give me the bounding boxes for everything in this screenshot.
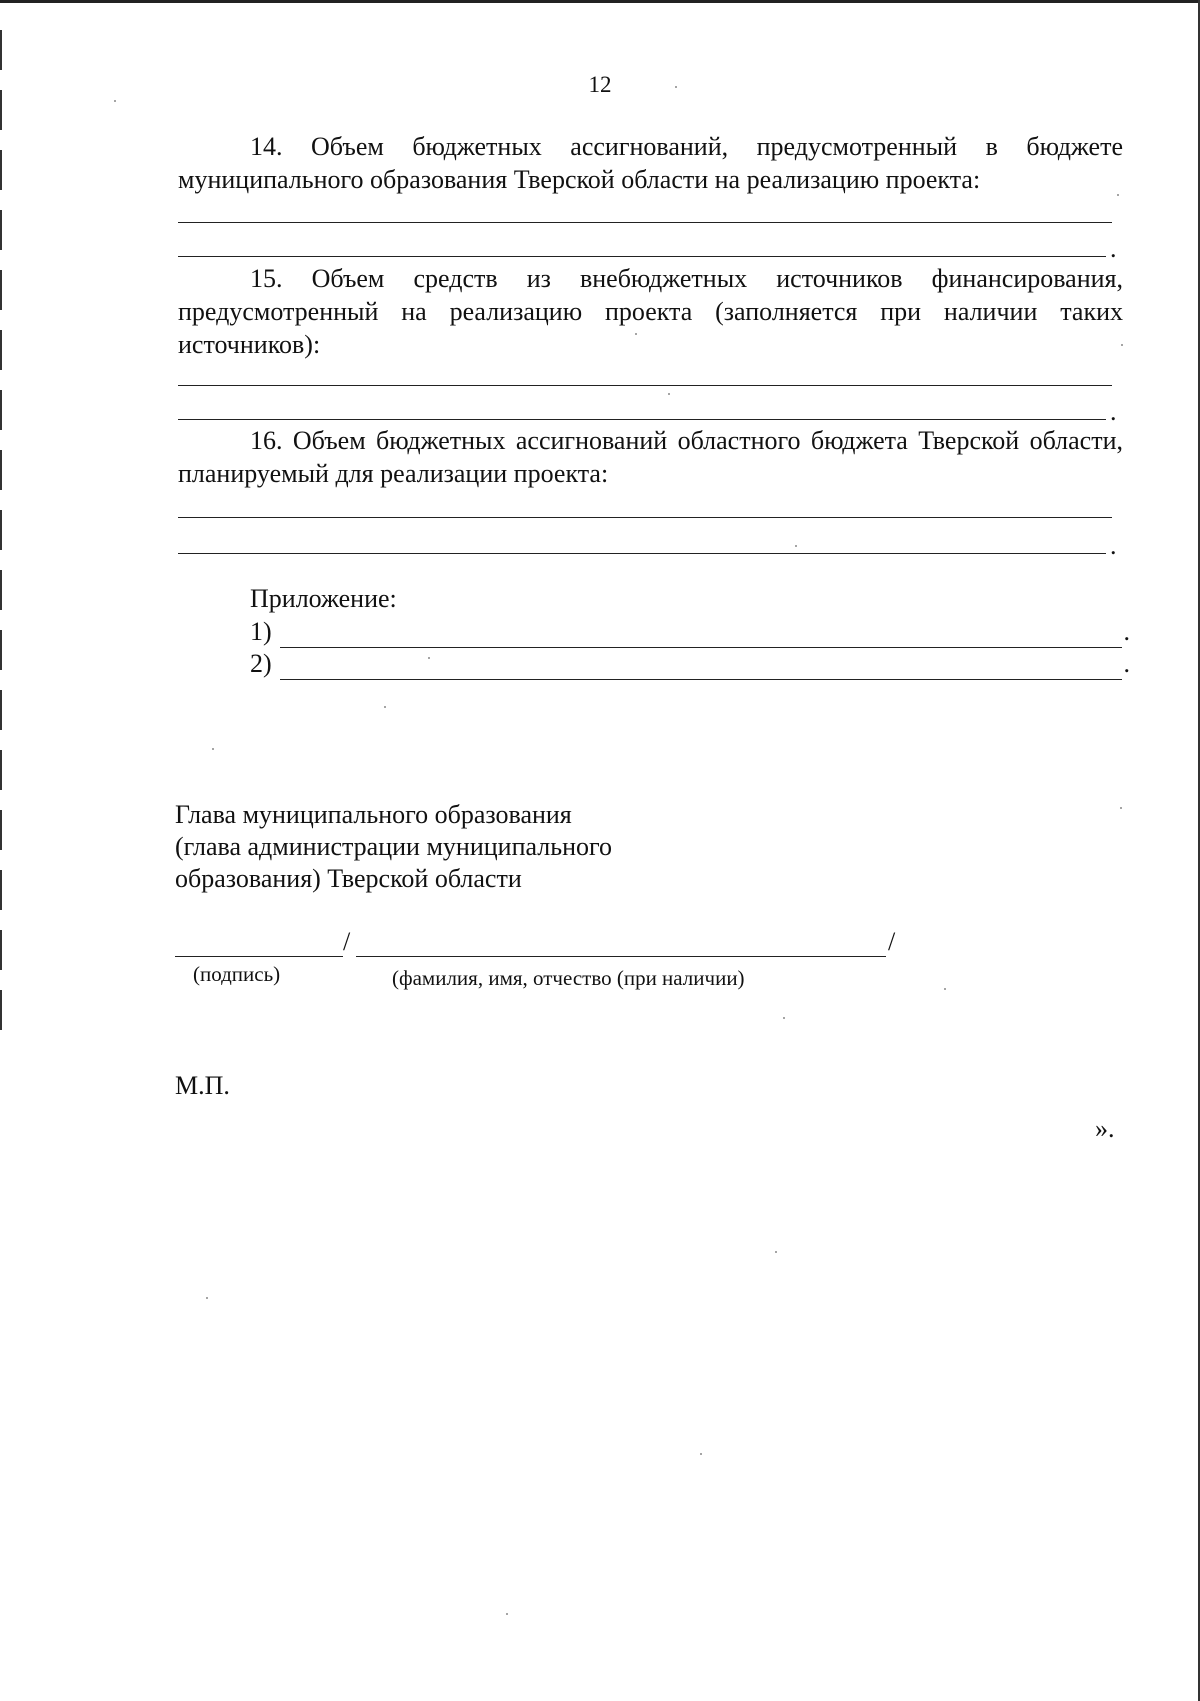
scan-speck: [1120, 807, 1122, 809]
signatory-line-2: (глава администрации муниципального: [175, 832, 613, 861]
full-name-caption: (фамилия, имя, отчество (при наличии): [392, 966, 745, 990]
item-16-fill-line-2: [178, 553, 1106, 554]
item-16-text: 16. Объем бюджетных ассигнований областного бюджета Тверской области, планируемый для реализации проекта:: [178, 426, 1123, 488]
item-15-fill-line-1: [178, 385, 1112, 386]
scan-speck: [675, 86, 677, 88]
scan-speck: [384, 706, 386, 708]
scan-speck: [795, 545, 797, 547]
item-14-paragraph: [178, 130, 1123, 196]
page-number: 12: [588, 72, 612, 97]
scan-speck: [114, 100, 116, 102]
signatory-title: [175, 799, 612, 895]
item-16-paragraph: [178, 424, 1123, 490]
signature-caption: (подпись): [193, 962, 281, 986]
scan-speck: [775, 1251, 777, 1253]
seal-place-mark: М.П.: [175, 1071, 230, 1100]
item-15-text: 15. Объем средств из внебюджетных источников финансирования, предусмотренный на реализацию проекта (заполняется при наличии таких источников):: [178, 264, 1123, 359]
full-name-line: [356, 956, 886, 957]
attachment-item-number: 1): [250, 617, 272, 646]
item-14-fill-line-2: [178, 256, 1106, 257]
attachment-item-1: [250, 617, 1130, 651]
scan-edge-top: [0, 0, 1200, 3]
item-16-fill-line-1: [178, 517, 1112, 518]
item-15-fill-line-2: [178, 419, 1106, 420]
attachment-line-end: .: [1123, 649, 1130, 678]
signature-slash-1: /: [343, 927, 351, 956]
scan-speck: [506, 1613, 508, 1615]
scan-edge-left: [0, 30, 2, 1040]
signatory-line-3: образования) Тверской области: [175, 864, 522, 893]
item-16-line-end: .: [1110, 531, 1117, 560]
scan-speck: [206, 1297, 208, 1299]
scan-speck: [944, 988, 946, 990]
signature-slash-2: /: [888, 927, 896, 956]
scan-speck: [635, 333, 637, 335]
scan-speck: [1117, 194, 1119, 196]
attachment-item-2: [250, 649, 1130, 683]
attachment-fill-line: [280, 679, 1122, 680]
item-15-line-end: .: [1110, 397, 1117, 426]
signatory-line-1: Глава муниципального образования: [175, 800, 572, 829]
scan-speck: [428, 657, 430, 659]
scan-speck: [1121, 344, 1123, 346]
item-14-fill-line-1: [178, 222, 1112, 223]
scan-speck: [700, 1453, 702, 1455]
attachment-fill-line: [280, 647, 1122, 648]
closing-quote: ».: [1095, 1114, 1115, 1143]
signature-line: [175, 956, 343, 957]
item-15-paragraph: [178, 262, 1123, 361]
scan-speck: [668, 393, 670, 395]
attachment-title: Приложение:: [250, 584, 397, 613]
scan-speck: [783, 1017, 785, 1019]
item-14-line-end: .: [1110, 234, 1117, 263]
attachment-item-number: 2): [250, 649, 272, 678]
attachment-line-end: .: [1123, 617, 1130, 646]
scan-speck: [212, 748, 214, 750]
item-14-text: 14. Объем бюджетных ассигнований, предусмотренный в бюджете муниципального образования Тверской области на реализацию проекта:: [178, 132, 1123, 194]
